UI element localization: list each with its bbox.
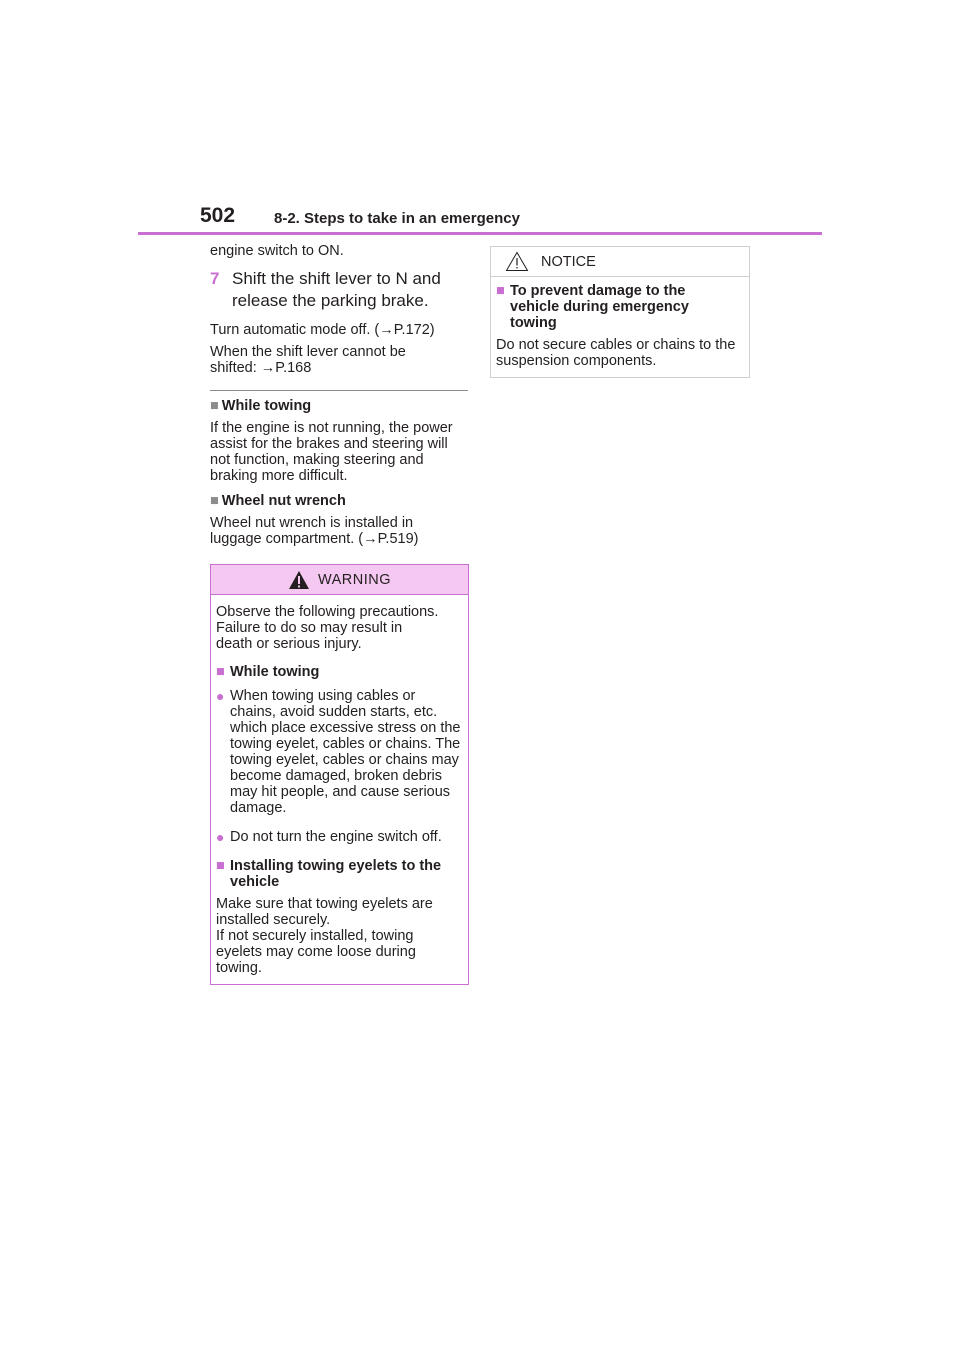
circle-bullet-icon: ●: [216, 688, 225, 704]
heading-while-towing: ■ While towing: [210, 398, 312, 414]
warning-heading-while-towing: ■ While towing: [216, 664, 320, 680]
square-bullet-icon: ■: [210, 398, 219, 414]
square-bullet-icon: ■: [216, 858, 225, 874]
notice-text: Do not secure cables or chains to the suspension components.: [496, 337, 736, 369]
notice-body: [491, 277, 749, 377]
wheel-nut-wrench-text: Wheel nut wrench is installed in luggage compartment. (→P.519): [210, 515, 419, 547]
notice-heading: ■ To prevent damage to the vehicle during emergency towing: [496, 283, 689, 331]
page-number: 502: [200, 204, 236, 227]
warning-intro: Observe the following precautions.: [216, 604, 439, 620]
square-bullet-icon: ■: [216, 664, 225, 680]
square-bullet-icon: ■: [210, 493, 219, 509]
notice-header: [491, 247, 749, 277]
caution-triangle-icon: [505, 251, 529, 272]
heading-wheel-nut-wrench: ■ Wheel nut wrench: [210, 493, 346, 509]
warning-eyelets-text: Make sure that towing eyelets are installed securely.: [216, 896, 433, 928]
while-towing-text: If the engine is not running, the power assist for the brakes and steering will not function, making steering and braking more difficult.: [210, 420, 453, 484]
notice-label: NOTICE: [541, 253, 596, 270]
warning-box: [210, 564, 469, 985]
divider: [210, 390, 468, 391]
notice-box: [490, 246, 750, 378]
step-7: [210, 268, 468, 312]
right-column: [490, 246, 750, 378]
warning-intro-2: Failure to do so may result in death or serious injury.: [216, 620, 403, 652]
square-bullet-icon: ■: [496, 283, 505, 299]
header-rule: [138, 232, 822, 235]
note-shift-lever: When the shift lever cannot be shifted: →P.168: [210, 344, 406, 376]
warning-bullet-2: ● Do not turn the engine switch off.: [216, 829, 442, 845]
warning-triangle-icon: [288, 570, 310, 590]
warning-label: WARNING: [317, 571, 392, 588]
warning-eyelets-text-2: If not securely installed, towing eyelets may come loose during towing.: [216, 928, 416, 976]
step-number: 7: [210, 269, 220, 288]
note-auto-mode: Turn automatic mode off. (→P.172): [210, 322, 435, 338]
warning-heading-installing-eyelets: ■ Installing towing eyelets to the vehicle: [216, 858, 442, 890]
section-title: 8-2. Steps to take in an emergency: [274, 210, 520, 227]
warning-body: [211, 595, 468, 984]
left-column: [210, 243, 468, 985]
warning-bullet-1: ● When towing using cables or chains, avoid sudden starts, etc. which place excessive stress on the towing eyelet, cables or chains. The towing eyelet, cables or chains may become damaged, broken debris may hit people, and cause serious damage.: [216, 688, 461, 816]
warning-header: [211, 565, 468, 595]
step-text: Shift the shift lever to N and release the parking brake.: [232, 269, 441, 310]
circle-bullet-icon: ●: [216, 829, 225, 845]
intro-text: engine switch to ON.: [210, 243, 344, 259]
